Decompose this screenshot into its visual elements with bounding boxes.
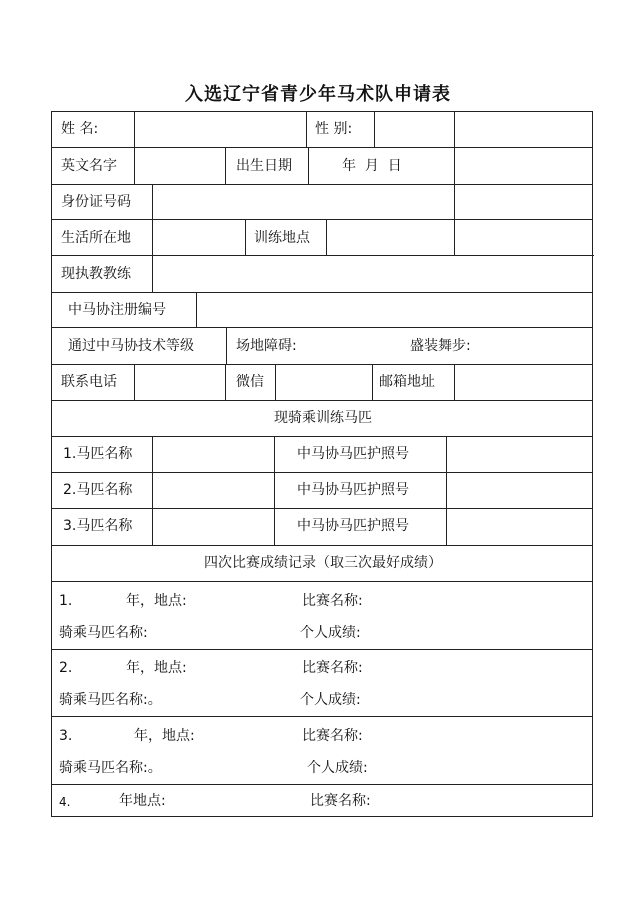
column-divider [274, 472, 275, 508]
id-number-label: 身份证号码 [61, 194, 131, 210]
record-entry[interactable] [52, 717, 594, 783]
wechat-field[interactable] [276, 365, 372, 399]
cea-reg-field[interactable] [197, 293, 593, 326]
record-year-place-label: 年地点: [119, 793, 166, 809]
records-section-title: 四次比赛成绩记录（取三次最好成绩） [204, 555, 442, 571]
id-number-field[interactable] [153, 185, 453, 218]
column-divider [245, 219, 246, 255]
phone-field[interactable] [135, 365, 225, 399]
birth-date-label: 出生日期 [236, 158, 292, 174]
dressage-label[interactable]: 盛装舞步: [410, 338, 471, 354]
training-location-field[interactable] [327, 220, 453, 254]
current-coach-label: 现执教教练 [61, 266, 131, 282]
column-divider [308, 147, 309, 184]
horse-passport-field[interactable] [447, 509, 593, 544]
column-divider [454, 112, 455, 255]
horses-section-title: 现骑乘训练马匹 [274, 410, 372, 426]
column-divider [306, 112, 307, 147]
phone-label: 联系电话 [61, 374, 117, 390]
gender-field[interactable] [375, 113, 453, 146]
birth-date-field[interactable]: 年 月 日 [342, 158, 402, 174]
record-result-label: 个人成绩: [307, 760, 368, 776]
horse-name-label: 1.马匹名称 [63, 446, 133, 462]
horse-passport-label: 中马协马匹护照号 [297, 518, 409, 534]
row-divider [52, 545, 592, 546]
row-divider [52, 327, 592, 328]
record-result-label: 个人成绩: [300, 625, 361, 641]
english-name-label: 英文名字 [61, 158, 117, 174]
record-number: 4. [59, 795, 71, 809]
record-entry[interactable] [52, 582, 594, 648]
column-divider [225, 364, 226, 400]
horse-name-field[interactable] [153, 437, 274, 471]
record-event-label: 比赛名称: [302, 728, 363, 744]
record-year-place-label: 年，地点: [126, 593, 187, 609]
record-event-label: 比赛名称: [302, 593, 363, 609]
current-coach-field[interactable] [153, 256, 593, 291]
horse-name-field[interactable] [153, 473, 274, 507]
wechat-label: 微信 [236, 374, 264, 390]
horse-passport-field[interactable] [447, 473, 593, 507]
email-label: 邮箱地址 [379, 374, 435, 390]
record-entry[interactable] [52, 650, 594, 715]
column-divider [274, 508, 275, 545]
horse-name-label: 3.马匹名称 [63, 518, 133, 534]
column-divider [225, 147, 226, 184]
record-number: 3. [59, 728, 73, 744]
gender-label: 性 别: [315, 121, 353, 137]
row-divider [52, 219, 592, 220]
name-field[interactable] [135, 113, 306, 146]
horse-name-label: 2.马匹名称 [63, 482, 133, 498]
name-label: 姓 名: [61, 121, 99, 137]
horse-passport-label: 中马协马匹护照号 [297, 482, 409, 498]
horse-passport-field[interactable] [447, 437, 593, 471]
horse-passport-label: 中马协马匹护照号 [297, 446, 409, 462]
cea-reg-label: 中马协注册编号 [68, 302, 166, 318]
record-year-place-label: 年，地点: [126, 660, 187, 676]
record-number: 2. [59, 660, 73, 676]
row-divider [52, 147, 592, 148]
row-divider [52, 400, 592, 401]
show-jumping-label[interactable]: 场地障碍: [236, 338, 297, 354]
column-divider [274, 436, 275, 472]
column-divider [226, 327, 227, 364]
training-location-label: 训练地点 [254, 230, 310, 246]
record-event-label: 比赛名称: [310, 793, 371, 809]
record-event-label: 比赛名称: [302, 660, 363, 676]
record-result-label: 个人成绩: [300, 692, 361, 708]
record-year-place-label: 年，地点: [134, 728, 195, 744]
cea-level-label: 通过中马协技术等级 [68, 338, 194, 354]
record-horse-label: 骑乘马匹名称:。 [59, 760, 162, 776]
email-field[interactable] [455, 365, 593, 399]
horse-name-field[interactable] [153, 509, 274, 544]
record-number: 1. [59, 593, 73, 609]
application-form [51, 111, 593, 817]
column-divider [372, 364, 373, 400]
record-horse-label: 骑乘马匹名称:。 [59, 692, 162, 708]
residence-label: 生活所在地 [61, 230, 131, 246]
english-name-field[interactable] [135, 148, 225, 183]
form-title: 入选辽宁省青少年马术队申请表 [185, 84, 451, 105]
record-entry[interactable] [52, 785, 594, 817]
record-horse-label: 骑乘马匹名称: [59, 625, 148, 641]
residence-field[interactable] [153, 220, 245, 254]
